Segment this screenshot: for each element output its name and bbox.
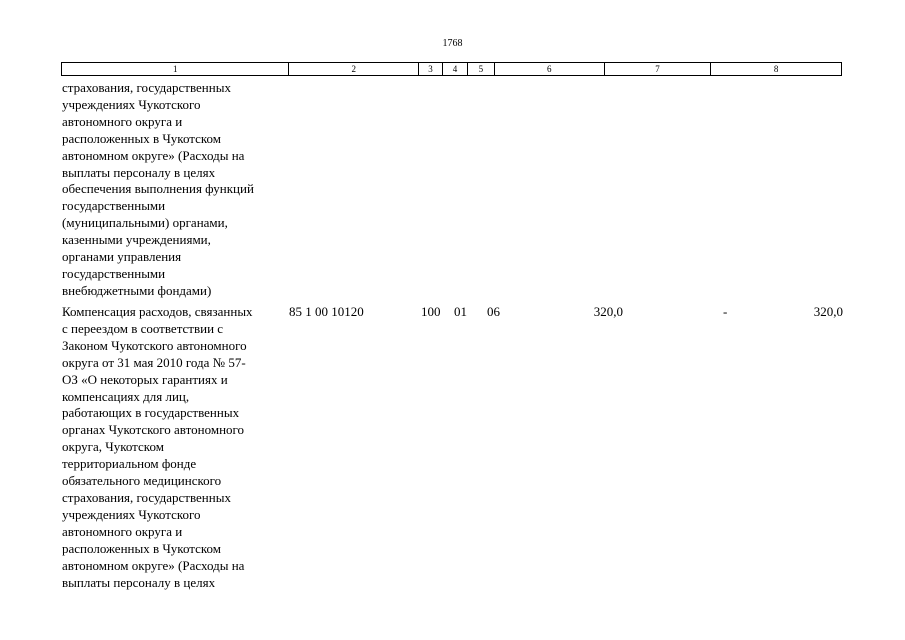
column-header-5: 5 [468, 63, 495, 75]
row-description: Компенсация расходов, связанных с переездом в соответствии с Законом Чукотского автономного округа от 31 мая 2010 года № 57- ОЗ «О некоторых гарантиях и компенсациях для лиц, работающих в государственных органах Чукотского автономного округа, Чукотском территориальном фонде обязательного медицинского страхования, государственных учреждениях Чукотского автономного округа и расположенных в Чукотском автономном округе» (Расходы на выплаты персоналу в целях [62, 304, 253, 590]
table-header [61, 62, 842, 76]
row-col6-amount: 320,0 [593, 304, 623, 319]
row-col7-amount: - [723, 304, 728, 319]
row-col5-value: 06 [487, 304, 500, 319]
column-header-4: 4 [443, 63, 468, 75]
row-col3-value: 100 [421, 304, 441, 319]
column-header-8: 8 [773, 64, 779, 74]
row-col8-amount: 320,0 [813, 304, 843, 319]
column-header-1: 1 [62, 63, 289, 75]
row-target-code: 85 1 00 10120 [289, 304, 364, 319]
column-header-6: 6 [495, 63, 605, 75]
column-header-3: 3 [419, 63, 443, 75]
continued-row-description: страхования, государственных учреждениях Чукотского автономного округа и расположенных в Чукотском автономном округе» (Расходы на выплаты персоналу в целях обеспечения выполнения функций государственными (муниципальными) органами, казенными учреждениями, органами управления государственными внебюджетными фондами) [62, 80, 254, 298]
column-header-7: 7 [605, 63, 712, 75]
column-header-2: 2 [289, 63, 419, 75]
page-number: 1768 [442, 38, 463, 49]
row-col4-value: 01 [454, 304, 467, 319]
